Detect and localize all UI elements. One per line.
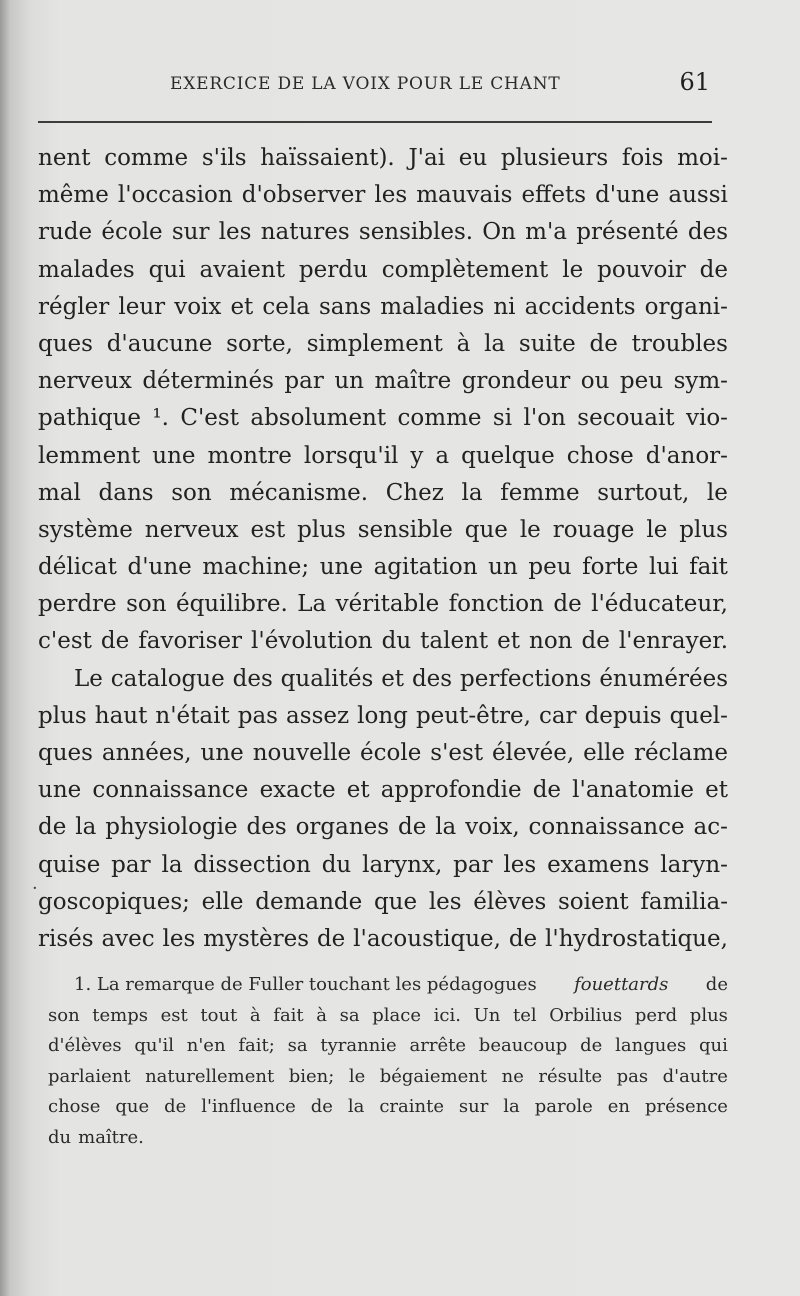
running-title: EXERCICE DE LA VOIX POUR LE CHANT <box>170 74 561 94</box>
footnote-line: parlaient naturellement bien; le bégaiement ne résulte pas d'autre <box>48 1065 728 1087</box>
footnote-line <box>48 970 728 1001</box>
footnote-italic-word: fouettards <box>574 974 669 995</box>
margin-dot: · <box>32 878 38 899</box>
footnote-line: d'élèves qu'il n'en fait; sa tyrannie arrête beaucoup de langues qui <box>48 1035 728 1056</box>
text-line: goscopiques; elle demande que les élèves soient familia- <box>38 888 728 915</box>
text-line: une connaissance exacte et approfondie de l'anatomie et <box>38 777 728 804</box>
text-line: délicat d'une machine; une agitation un peu forte lui fait <box>38 554 728 581</box>
text-line: mal dans son mécanisme. Chez la femme surtout, le <box>38 479 728 506</box>
text-line: même l'occasion d'observer les mauvais effets d'une aussi <box>38 182 728 209</box>
text-line: Le catalogue des qualités et des perfections énumérées <box>74 665 728 692</box>
text-line: lemment une montre lorsqu'il y a quelque chose d'anor- <box>38 442 728 469</box>
text-line: perdre son équilibre. La véritable fonction de l'éducateur, <box>38 591 728 618</box>
footnote-line: son temps est tout à fait à sa place ici. Un tel Orbilius perd plus <box>48 1004 728 1026</box>
page-header <box>50 68 712 108</box>
text-line: régler leur voix et cela sans maladies ni accidents organi- <box>38 293 728 320</box>
footnote-line: du maître. <box>48 1126 144 1148</box>
text-line: malades qui avaient perdu complètement le pouvoir de <box>38 256 728 283</box>
text-line: ques années, une nouvelle école s'est élevée, elle réclame <box>38 740 728 766</box>
footnote-line-end: de <box>705 974 728 995</box>
text-line: plus haut n'était pas assez long peut-être, car depuis quel- <box>38 702 728 729</box>
text-line: rude école sur les natures sensibles. On m'a présenté des <box>38 219 728 246</box>
text-line: ques d'aucune sorte, simplement à la suite de troubles <box>38 330 728 357</box>
text-line: c'est de favoriser l'évolution du talent et non de l'enrayer. <box>38 628 729 655</box>
text-line: nerveux déterminés par un maître grondeur ou peu sym- <box>38 368 728 395</box>
page-number: 61 <box>679 68 710 96</box>
header-rule <box>38 121 712 123</box>
text-line: pathique ¹. C'est absolument comme si l'on secouait vio- <box>38 405 728 432</box>
text-line: de la physiologie des organes de la voix, connaissance ac- <box>38 814 728 841</box>
text-line: risés avec les mystères de l'acoustique, de l'hydrostatique, <box>38 925 728 952</box>
footnote <box>48 970 728 1153</box>
body-text <box>38 140 728 958</box>
footnote-line: chose que de l'influence de la crainte sur la parole en présence <box>48 1096 728 1117</box>
text-line: quise par la dissection du larynx, par les examens laryn- <box>38 851 728 878</box>
footnote-line-start: 1. La remarque de Fuller touchant les pédagogues <box>74 974 537 995</box>
text-line: système nerveux est plus sensible que le rouage le plus <box>38 516 728 543</box>
text-line: nent comme s'ils haïssaient). J'ai eu plusieurs fois moi- <box>38 145 728 171</box>
